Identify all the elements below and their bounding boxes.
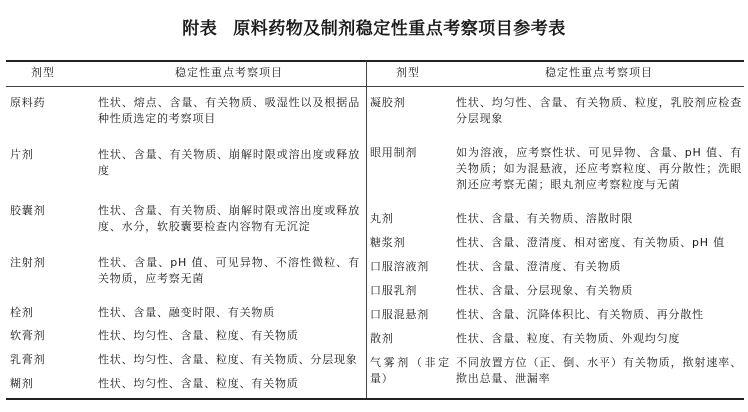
- table-header-rule: [6, 86, 744, 87]
- header-right-form: 剂型: [396, 66, 420, 79]
- left-row-3-form: 胶囊剂: [10, 204, 46, 217]
- left-row-1-form: 原料药: [10, 96, 46, 109]
- right-row-4-form: 糖浆剂: [370, 236, 406, 249]
- left-row-8-form: 糊剂: [10, 377, 34, 390]
- title-sub: 原料药物及制剂稳定性重点考察项目参考表: [233, 19, 566, 39]
- left-row-7-items: 性状、均匀性、含量、粒度、有关物质、分层现象: [98, 353, 358, 366]
- header-left-form: 剂型: [31, 66, 55, 79]
- right-row-1-items: 性状、均匀性、含量、有关物质、粒度，乳胶剂应检查分层现象: [456, 96, 742, 125]
- right-row-6-items: 性状、含量、分层现象、有关物质: [456, 284, 633, 297]
- right-row-2-items: 如为溶液，应考察性状、可见异物、含量、pH 值、有关物质；如为混悬液，还应考察粒度、再分散性；洗眼剂还应考察无菌；眼丸剂应考察粒度与无菌: [456, 146, 742, 191]
- left-row-3-items: 性状、含量、有关物质、崩解时限或溶出度或释放度、水分，软胶囊要检查内容物有无沉淀: [98, 204, 360, 233]
- left-row-8-items: 性状、均匀性、含量、粒度、有关物质: [98, 377, 299, 390]
- title-main: 附表: [182, 19, 218, 39]
- right-row-7-form: 口服混悬剂: [370, 308, 429, 321]
- left-row-2-form: 片剂: [10, 148, 34, 161]
- left-row-1-items: 性状、熔点、含量、有关物质、吸湿性以及根据品种性质选定的考察项目: [98, 96, 360, 125]
- right-row-8-items: 性状、含量、粒度、有关物质、外观均匀度: [456, 332, 681, 345]
- right-row-2-form: 眼用制剂: [370, 146, 418, 159]
- table-top-rule: [6, 60, 744, 62]
- right-row-7-items: 性状、含量、沉降体积比、有关物质、再分散性: [456, 308, 704, 321]
- column-separator: [366, 61, 367, 398]
- left-row-4-form: 注射剂: [10, 256, 46, 269]
- right-row-8-form: 散剂: [370, 332, 394, 345]
- right-row-5-items: 性状、含量、澄清度、有关物质: [456, 260, 622, 273]
- table-bottom-rule: [6, 398, 744, 400]
- right-row-5-form: 口服溶液剂: [370, 260, 429, 273]
- right-row-3-items: 性状、含量、有关物质、溶散时限: [456, 212, 633, 225]
- left-row-4-items: 性状、含量、pH 值、可见异物、不溶性微粒、有关物质，应考察无菌: [98, 256, 360, 285]
- left-row-6-items: 性状、均匀性、含量、粒度、有关物质: [98, 329, 299, 342]
- right-row-6-form: 口服乳剂: [370, 284, 418, 297]
- right-row-3-form: 丸剂: [370, 212, 394, 225]
- left-row-7-form: 乳膏剂: [10, 353, 46, 366]
- header-left-items: 稳定性重点考察项目: [175, 66, 283, 79]
- right-row-9-items: 不同放置方位（正、倒、水平）有关物质，揿射速率、揿出总量、泄漏率: [456, 356, 742, 385]
- left-row-5-items: 性状、含量、融变时限、有关物质: [98, 306, 275, 319]
- left-row-2-items: 性状、含量、有关物质、崩解时限或溶出度或释放度: [98, 148, 360, 177]
- left-row-6-form: 软膏剂: [10, 329, 46, 342]
- right-row-1-form: 凝胶剂: [370, 96, 406, 109]
- right-row-9-form: 气雾剂（非定量）: [370, 356, 450, 385]
- table-title: [0, 14, 748, 39]
- left-row-5-form: 栓剂: [10, 306, 34, 319]
- header-right-items: 稳定性重点考察项目: [545, 66, 653, 79]
- right-row-4-items: 性状、含量、澄清度、相对密度、有关物质、pH 值: [456, 236, 725, 249]
